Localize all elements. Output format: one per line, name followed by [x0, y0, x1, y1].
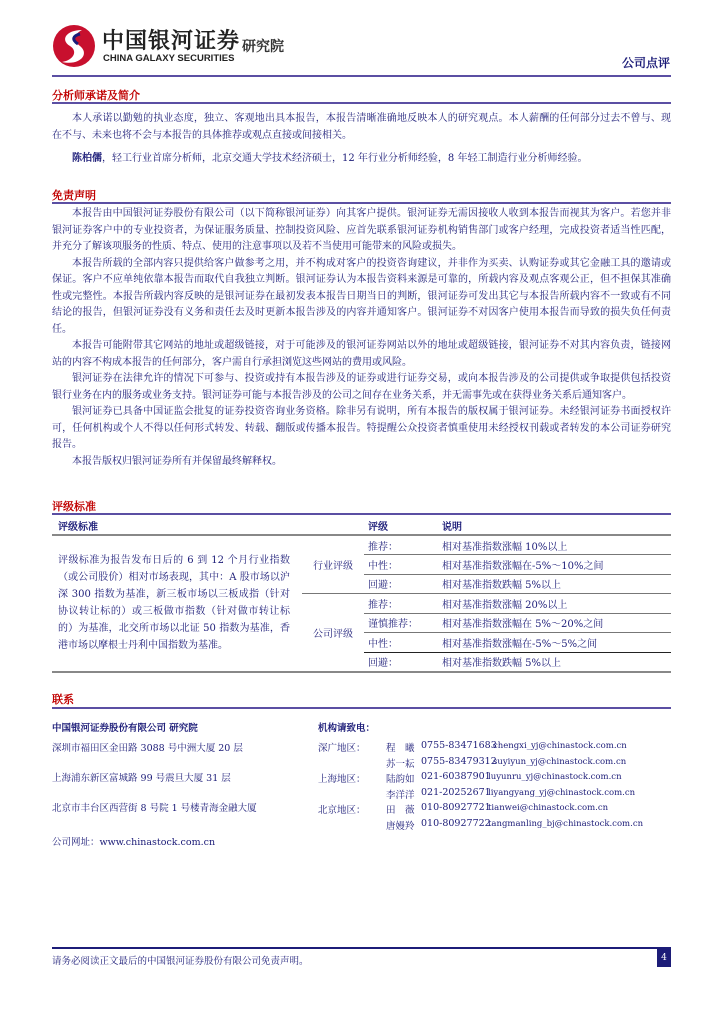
contact-email[interactable]: tangmanling_bj@chinastock.com.cn — [488, 819, 644, 829]
rating-level: 推荐： — [364, 594, 442, 614]
rating-level: 回避： — [364, 574, 442, 594]
contact-email[interactable]: luyunru_yj@chinastock.com.cn — [488, 772, 622, 782]
section-divider — [52, 202, 671, 204]
rating-desc: 相对基准指数跌幅 5%以上 — [442, 652, 671, 672]
rating-level: 中性： — [364, 555, 442, 575]
region-shanghai: 上海地区： — [318, 774, 366, 785]
contact-phone: 0755-83479312 — [421, 756, 497, 767]
disclaimer-body — [0, 206, 724, 470]
table-row — [52, 535, 671, 555]
address-beijing: 北京市丰台区西营街 8 号院 1 号楼青海金融大厦 — [52, 803, 257, 814]
region-beijing: 北京地区： — [318, 805, 366, 816]
section-title-rating: 评级标准 — [52, 500, 96, 513]
analyst-bio — [52, 151, 671, 168]
disclaimer-paragraph: 银河证券在法律允许的情况下可参与、投资或持有本报告涉及的证券或进行证券交易，或向本报告涉及的公司提供或争取提供包括投资银行业务在内的服务或业务支持。银河证券可能与本报告涉及的公司之间存在业务关系，并无需事先或在获得业务关系后通知客户。 — [52, 373, 671, 401]
contact-email[interactable]: liyangyang_yj@chinastock.com.cn — [488, 788, 636, 798]
disclaimer-paragraph: 本报告版权归银河证券所有并保留最终解释权。 — [72, 455, 282, 467]
institute-label: 研究院 — [242, 39, 284, 55]
rating-desc: 相对基准指数涨幅在-5%～5%之间 — [442, 633, 671, 653]
contact-email[interactable]: tianwei@chinastock.com.cn — [488, 803, 609, 813]
contact-email[interactable]: suyiyun_yj@chinastock.com.cn — [493, 757, 627, 767]
contact-phone: 0755-83471683 — [421, 740, 497, 751]
rating-desc: 相对基准指数涨幅在-5%～10%之间 — [442, 555, 671, 575]
contact-phone: 010-80927721 — [421, 802, 491, 813]
disclaimer-paragraph: 本报告可能附带其它网站的地址或超级链接，对于可能涉及的银河证券网站以外的地址或超级链接，银河证券不对其内容负责，链接网站的内容不构成本报告的任何部分，客户需自行承担浏览这些网站的费用或风险。 — [52, 340, 671, 368]
region-shenzhen: 深广地区： — [318, 743, 366, 754]
company-name: 中国银河证券股份有限公司 研究院 — [52, 723, 198, 734]
logo-english: CHINA GALAXY SECURITIES — [103, 53, 235, 64]
group-industry: 行业评级 — [302, 535, 364, 594]
header-divider — [52, 75, 671, 77]
rating-level: 谨慎推荐： — [364, 613, 442, 633]
footer-disclaimer-note: 请务必阅读正文最后的中国银河证券股份有限公司免责声明。 — [52, 956, 309, 967]
section-divider — [52, 707, 671, 709]
company-website[interactable]: 公司网址：www.chinastock.com.cn — [52, 837, 216, 848]
contact-phone: 010-80927722 — [421, 818, 491, 829]
section-divider — [52, 513, 671, 515]
disclaimer-paragraph: 银河证券已具备中国证监会批复的证券投资咨询业务资格。除非另有说明，所有本报告的版权属于银河证券。未经银河证券书面授权许可，任何机构或个人不得以任何形式转发、转载、翻版或传播本报告。特提醒公众投资者慎重使用未经授权刊载或者转发的本公司证券研究报告。 — [52, 406, 671, 450]
section-title-contact: 联系 — [52, 693, 74, 706]
rating-desc: 相对基准指数跌幅 5%以上 — [442, 574, 671, 594]
rating-table — [52, 517, 671, 673]
analyst-bio-text: ，轻工行业首席分析师，北京交通大学技术经济硕士，12 年行业分析师经验，8 年轻工制造行业分析师经验。 — [102, 153, 588, 164]
footer-divider — [52, 947, 671, 949]
institution-contact-title: 机构请致电： — [318, 723, 376, 734]
group-company: 公司评级 — [302, 594, 364, 672]
header-desc: 说明 — [442, 517, 671, 535]
header-level: 评级 — [364, 517, 442, 535]
rating-level: 回避： — [364, 652, 442, 672]
contact-name: 苏一耘 — [386, 759, 415, 770]
contact-name: 唐嫚羚 — [386, 821, 415, 832]
analyst-name: 陈柏儒 — [72, 153, 102, 164]
rating-level: 中性： — [364, 633, 442, 653]
disclaimer-paragraph: 本报告由中国银河证券股份有限公司（以下简称银河证券）向其客户提供。银河证券无需因接收人收到本报告而视其为客户。若您并非银河证券客户中的专业投资者，为保证服务质量、控制投资风险、应首先联系银河证券机构销售部门或客户经理，完成投资者适当性匹配，并充分了解该项服务的性质、特点、使用的注意事项以及若不当使用可能带来的风险或损失。 — [52, 208, 671, 252]
section-title-disclaimer: 免责声明 — [52, 189, 96, 202]
address-shanghai: 上海浦东新区富城路 99 号震旦大厦 31 层 — [52, 773, 231, 784]
contact-phone: 021-20252671 — [421, 787, 491, 798]
contact-name: 程 曦 — [386, 743, 415, 754]
rating-desc: 相对基准指数涨幅 20%以上 — [442, 594, 671, 614]
rating-level: 推荐： — [368, 541, 398, 553]
contact-name: 李洋洋 — [386, 790, 415, 801]
address-shenzhen: 深圳市福田区金田路 3088 号中洲大厦 20 层 — [52, 743, 243, 754]
header-standard: 评级标准 — [52, 517, 302, 535]
galaxy-logo-icon — [52, 24, 96, 68]
analyst-commitment: 本人承诺以勤勉的执业态度，独立、客观地出具本报告，本报告清晰准确地反映本人的研究观点。本人薪酬的任何部分过去不曾与、现在不与、未来也将不会与本报告的具体推荐或观点直接或间接相关。 — [52, 113, 671, 141]
contact-name: 陆韵如 — [386, 774, 415, 785]
rating-desc: 相对基准指数涨幅 10%以上 — [442, 541, 568, 553]
section-divider — [52, 102, 671, 104]
contact-email[interactable]: chengxi_yj@chinastock.com.cn — [493, 741, 627, 751]
section-title-analyst: 分析师承诺及简介 — [52, 89, 140, 102]
page-number: 4 — [657, 949, 671, 967]
rating-standard-text: 评级标准为报告发布日后的 6 到 12 个月行业指数（或公司股价）相对市场表现，其中：A 股市场以沪深 300 指数为基准，新三板市场以三板成指（针对协议转让标的）或三板做市指数（针对做市转让标的）为基准，北交所市场以北证 50 指数为基准，香港市场以摩根士丹利中国指数为基准。 — [52, 535, 302, 672]
rating-desc: 相对基准指数涨幅在 5%～20%之间 — [442, 613, 671, 633]
logo-chinese: 中国银河证券 — [102, 29, 241, 54]
contact-phone: 021-60387901 — [421, 771, 491, 782]
contact-name: 田 薇 — [386, 805, 415, 816]
table-header-row — [52, 517, 671, 535]
disclaimer-paragraph: 本报告所载的全部内容只提供给客户做参考之用，并不构成对客户的投资咨询建议，并非作为买卖、认购证券或其它金融工具的邀请或保证。客户不应单纯依靠本报告而取代自我独立判断。银河证券认为本报告资料来源是可靠的，所载内容及观点客观公正，但不担保其准确性或完整性。本报告所载内容反映的是银河证券在最初发表本报告日期当日的判断，银河证券可发出其它与本报告所载内容不一致或有不同结论的报告，但银河证券没有义务和责任去及时更新本报告涉及的内容并通知客户。银河证券不对因客户使用本报告而导致的损失负任何责任。 — [52, 257, 671, 335]
document-type: 公司点评 — [621, 56, 670, 70]
